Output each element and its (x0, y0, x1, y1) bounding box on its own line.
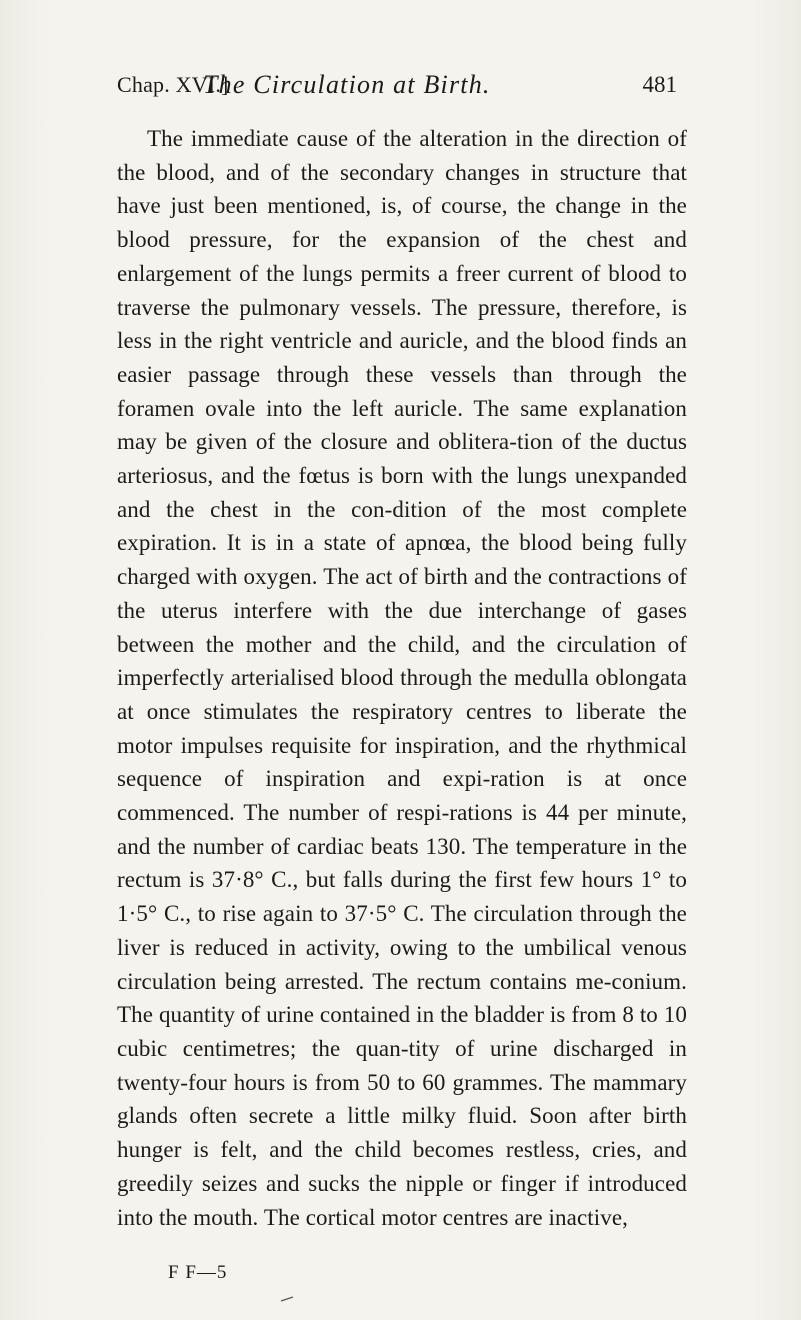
printer-mark-icon (280, 1296, 294, 1302)
body-paragraph: The immediate cause of the alteration in the direction of the blood, and of the secondary changes in structure that have just been mentioned, is, of course, the change in the blood pressure, for the expansion of the chest and enlargement of the lungs permits a freer current of blood to traverse the pulmonary vessels. The pressure, therefore, is less in the right ventricle and auricle, and the blood finds an easier passage through these vessels than through the foramen ovale into the left auricle. The same explanation may be given of the closure and oblitera-tion of the ductus arteriosus, and the fœtus is born with the lungs unexpanded and the chest in the con-dition of the most complete expiration. It is in a state of apnœa, the blood being fully charged with oxygen. The act of birth and the contractions of the uterus interfere with the due interchange of gases between the mother and the child, and the circulation of imperfectly arterialised blood through the medulla oblongata at once stimulates the respiratory centres to liberate the motor impulses requisite for inspiration, and the rhythmical sequence of inspiration and expi-ration is at once commenced. The number of respi-rations is 44 per minute, and the number of cardiac beats 130. The temperature in the rectum is 37·8° C., but falls during the first few hours 1° to 1·5° C., to rise again to 37·5° C. The circulation through the liver is reduced in activity, owing to the umbilical venous circulation being arrested. The rectum contains me-conium. The quantity of urine contained in the bladder is from 8 to 10 cubic centimetres; the quan-tity of urine discharged in twenty-four hours is from 50 to 60 grammes. The mammary glands often secrete a little milky fluid. Soon after birth hunger is felt, and the child becomes restless, cries, and greedily seizes and sucks the nipple or finger if introduced into the mouth. The cortical motor centres are inactive, (117, 126, 687, 1230)
page-number: 481 (642, 72, 677, 97)
chapter-label: Chap. XVI.] (117, 72, 229, 97)
running-header (117, 72, 677, 104)
signature-mark: F F—5 (168, 1262, 228, 1283)
running-title: The Circulation at Birth. (203, 70, 491, 99)
